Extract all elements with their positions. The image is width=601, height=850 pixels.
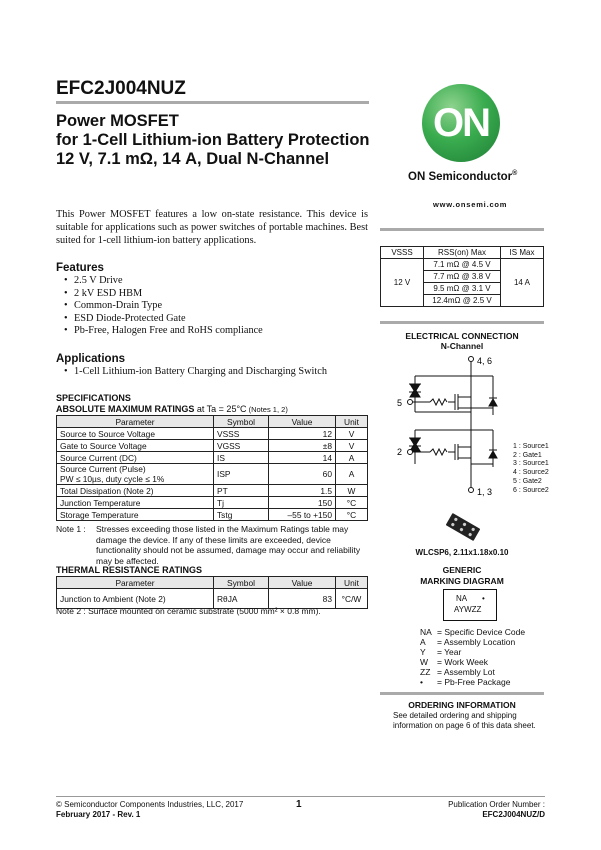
cell-rss: 9.5 mΩ @ 3.1 V bbox=[424, 283, 501, 295]
title-line-1: Power MOSFET bbox=[56, 112, 179, 130]
cell-unit: °C bbox=[336, 509, 368, 521]
pin-label-top: 4, 6 bbox=[477, 356, 493, 366]
features-heading: Features bbox=[56, 262, 104, 274]
column-header: Symbol bbox=[214, 416, 269, 428]
cell-symbol: PT bbox=[214, 485, 269, 497]
specifications-heading: SPECIFICATIONS bbox=[56, 393, 131, 403]
param-line-2: PW ≤ 10µs, duty cycle ≤ 1% bbox=[60, 474, 165, 484]
cell-param: Source to Source Voltage bbox=[57, 428, 214, 440]
note-1-text: Stresses exceeding those listed in the Maximum Ratings table may damage the device. If any of these limits are exceeded, device functionality should not be assumed, damage may occur and reliability may be affected. bbox=[96, 524, 361, 566]
registered-mark: ® bbox=[512, 170, 518, 177]
pin-legend bbox=[513, 443, 549, 495]
legend-desc: = Assembly Location bbox=[437, 637, 516, 647]
cell-vsss: 12 V bbox=[381, 259, 424, 307]
pin-legend-item: 2 : Gate1 bbox=[513, 451, 542, 459]
column-header: VSSS bbox=[381, 247, 424, 259]
table-row bbox=[57, 428, 368, 440]
cell-symbol: IS bbox=[214, 452, 269, 464]
publication-number: EFC2J004NUZ/D bbox=[482, 810, 545, 819]
marking-line-1: NA bbox=[456, 594, 468, 603]
cell-param: Junction Temperature bbox=[57, 497, 214, 509]
cell-value: 150 bbox=[269, 497, 336, 509]
note-1-label: Note 1 : bbox=[56, 524, 86, 534]
column-header: Parameter bbox=[57, 577, 214, 589]
divider bbox=[380, 692, 544, 695]
legend-desc: = Work Week bbox=[437, 657, 488, 667]
divider bbox=[380, 228, 544, 231]
cell-unit: V bbox=[336, 428, 368, 440]
legend-desc: = Specific Device Code bbox=[437, 627, 526, 637]
table-row bbox=[57, 464, 368, 485]
table-row bbox=[57, 497, 368, 509]
table-header-row bbox=[57, 577, 368, 589]
cell-value: 12 bbox=[269, 428, 336, 440]
pin-label-bottom: 1, 3 bbox=[477, 487, 493, 497]
legend-code: A bbox=[420, 637, 426, 647]
table-header-row bbox=[381, 247, 544, 259]
divider bbox=[56, 101, 369, 104]
table-header-row bbox=[57, 416, 368, 428]
divider bbox=[380, 321, 544, 324]
cell-param bbox=[57, 464, 214, 485]
revision-date: February 2017 - Rev. 1 bbox=[56, 810, 141, 819]
title-line-2: for 1-Cell Lithium-ion Battery Protection bbox=[56, 131, 370, 149]
legend-desc: = Pb-Free Package bbox=[437, 677, 511, 687]
cell-rss: 7.7 mΩ @ 3.8 V bbox=[424, 271, 501, 283]
abs-max-title: ABSOLUTE MAXIMUM RATINGS bbox=[56, 404, 195, 414]
legend-item bbox=[420, 637, 525, 647]
brand-text: ON Semiconductor bbox=[408, 170, 513, 183]
electrical-connection-heading bbox=[380, 331, 544, 351]
footer-left bbox=[56, 800, 243, 820]
column-header: Value bbox=[269, 577, 336, 589]
column-header: RSS(on) Max bbox=[424, 247, 501, 259]
abs-max-notes-ref: (Notes 1, 2) bbox=[246, 405, 288, 414]
electrical-subtitle: N-Channel bbox=[440, 341, 484, 351]
column-header: Unit bbox=[336, 577, 368, 589]
marking-dot: • bbox=[482, 594, 485, 603]
pin-label-2: 2 bbox=[397, 447, 403, 457]
applications-heading: Applications bbox=[56, 353, 126, 365]
list-item: • 2.5 V Drive bbox=[64, 275, 368, 288]
legend-code: NA bbox=[420, 627, 432, 637]
thermal-heading: THERMAL RESISTANCE RATINGS bbox=[56, 565, 203, 575]
column-header: Symbol bbox=[214, 577, 269, 589]
column-header: Parameter bbox=[57, 416, 214, 428]
legend-desc: = Year bbox=[437, 647, 462, 657]
cell-param: Source Current (DC) bbox=[57, 452, 214, 464]
pin-legend-item: 5 : Gate2 bbox=[513, 477, 542, 485]
column-header: IS Max bbox=[501, 247, 544, 259]
param-line-1: Source Current (Pulse) bbox=[60, 464, 146, 474]
cell-value: 83 bbox=[269, 589, 336, 609]
cell-param: Gate to Source Voltage bbox=[57, 440, 214, 452]
publication-label: Publication Order Number : bbox=[448, 800, 545, 809]
list-item: • Pb-Free, Halogen Free and RoHS compliance bbox=[64, 325, 368, 338]
document-title bbox=[56, 112, 370, 169]
footer-right bbox=[420, 800, 545, 820]
cell-unit: A bbox=[336, 464, 368, 485]
part-number: EFC2J004NUZ bbox=[56, 78, 186, 99]
cell-value: 60 bbox=[269, 464, 336, 485]
legend-item bbox=[420, 657, 525, 667]
list-item: • ESD Diode-Protected Gate bbox=[64, 313, 368, 326]
cell-rss: 7.1 mΩ @ 4.5 V bbox=[424, 259, 501, 271]
table-row bbox=[57, 452, 368, 464]
pin-legend-item: 1 : Source1 bbox=[513, 443, 549, 450]
abs-max-condition: at Ta = 25°C bbox=[194, 404, 247, 414]
cell-rss: 12.4mΩ @ 2.5 V bbox=[424, 295, 501, 307]
cell-param: Junction to Ambient (Note 2) bbox=[57, 589, 214, 609]
marking-heading-2: MARKING DIAGRAM bbox=[420, 576, 504, 586]
note-2: Note 2 : Surface mounted on ceramic substrate (5000 mm² × 0.8 mm). bbox=[56, 606, 321, 616]
column-header: Value bbox=[269, 416, 336, 428]
package-name: WLCSP6, 2.11x1.18x0.10 bbox=[415, 548, 509, 557]
website: www.onsemi.com bbox=[433, 200, 508, 209]
legend-item bbox=[420, 667, 525, 677]
list-item: • 2 kV ESD HBM bbox=[64, 288, 368, 301]
legend-code: W bbox=[420, 657, 429, 667]
cell-unit: W bbox=[336, 485, 368, 497]
title-line-3: 12 V, 7.1 mΩ, 14 A, Dual N-Channel bbox=[56, 150, 330, 168]
page-number: 1 bbox=[296, 799, 302, 810]
abs-max-heading bbox=[56, 404, 288, 414]
cell-unit: V bbox=[336, 440, 368, 452]
ordering-line-1: See detailed ordering and shipping bbox=[393, 711, 517, 720]
cell-symbol: Tstg bbox=[214, 509, 269, 521]
ordering-heading: ORDERING INFORMATION bbox=[408, 700, 516, 710]
cell-unit: A bbox=[336, 452, 368, 464]
marking-legend bbox=[420, 627, 525, 687]
features-list bbox=[64, 275, 368, 338]
cell-value: –55 to +150 bbox=[269, 509, 336, 521]
applications-list bbox=[64, 366, 368, 379]
marking-line-2: AYWZZ bbox=[454, 605, 482, 614]
logo-text: ON bbox=[433, 101, 489, 145]
cell-symbol: VSSS bbox=[214, 428, 269, 440]
pin-legend-item: 6 : Source2 bbox=[513, 486, 549, 494]
footer-divider bbox=[56, 796, 545, 797]
ratings-summary-table bbox=[380, 246, 544, 307]
cell-value: 1.5 bbox=[269, 485, 336, 497]
cell-param: Total Dissipation (Note 2) bbox=[57, 485, 214, 497]
marking-heading-1: GENERIC bbox=[442, 565, 482, 575]
brand-name bbox=[408, 170, 517, 183]
legend-item bbox=[420, 647, 525, 657]
package-image bbox=[444, 513, 482, 541]
cell-is: 14 A bbox=[501, 259, 544, 307]
pin-label-5: 5 bbox=[397, 398, 403, 408]
legend-item bbox=[420, 677, 525, 687]
column-header: Unit bbox=[336, 416, 368, 428]
cell-param: Storage Temperature bbox=[57, 509, 214, 521]
marking-box bbox=[443, 589, 497, 621]
legend-code: • bbox=[420, 677, 423, 687]
cell-symbol: Tj bbox=[214, 497, 269, 509]
pin-legend-item: 4 : Source2 bbox=[513, 469, 549, 477]
ordering-text bbox=[393, 711, 536, 731]
table-row bbox=[57, 509, 368, 521]
table-row bbox=[57, 440, 368, 452]
intro-paragraph: This Power MOSFET features a low on-state resistance. This device is suitable for applications such as power switches of portable machines. Best suited for 1-cell lithium-ion battery applications. bbox=[56, 209, 368, 246]
cell-unit: °C bbox=[336, 497, 368, 509]
list-item: • 1-Cell Lithium-ion Battery Charging and Discharging Switch bbox=[64, 366, 368, 379]
features-section bbox=[56, 262, 368, 338]
on-semi-logo bbox=[422, 84, 500, 162]
legend-code: Y bbox=[420, 647, 426, 657]
note-1 bbox=[56, 524, 368, 566]
pin-legend-item: 3 : Source1 bbox=[513, 460, 549, 468]
table-row bbox=[381, 259, 544, 271]
ordering-line-2: information on page 6 of this data sheet. bbox=[393, 721, 536, 730]
cell-symbol: ISP bbox=[214, 464, 269, 485]
cell-value: 14 bbox=[269, 452, 336, 464]
thermal-table bbox=[56, 576, 368, 609]
list-item: • Common-Drain Type bbox=[64, 300, 368, 313]
cell-symbol: VGSS bbox=[214, 440, 269, 452]
cell-unit: °C/W bbox=[336, 589, 368, 609]
legend-desc: = Assembly Lot bbox=[437, 667, 495, 677]
legend-code: ZZ bbox=[420, 667, 431, 677]
abs-max-table bbox=[56, 415, 368, 521]
cell-symbol: RθJA bbox=[214, 589, 269, 609]
cell-value: ±8 bbox=[269, 440, 336, 452]
applications-section bbox=[56, 353, 368, 379]
marking-heading bbox=[380, 565, 544, 587]
copyright: © Semiconductor Components Industries, LLC, 2017 bbox=[56, 800, 244, 809]
electrical-title: ELECTRICAL CONNECTION bbox=[405, 331, 519, 341]
legend-item bbox=[420, 627, 525, 637]
table-row bbox=[57, 485, 368, 497]
